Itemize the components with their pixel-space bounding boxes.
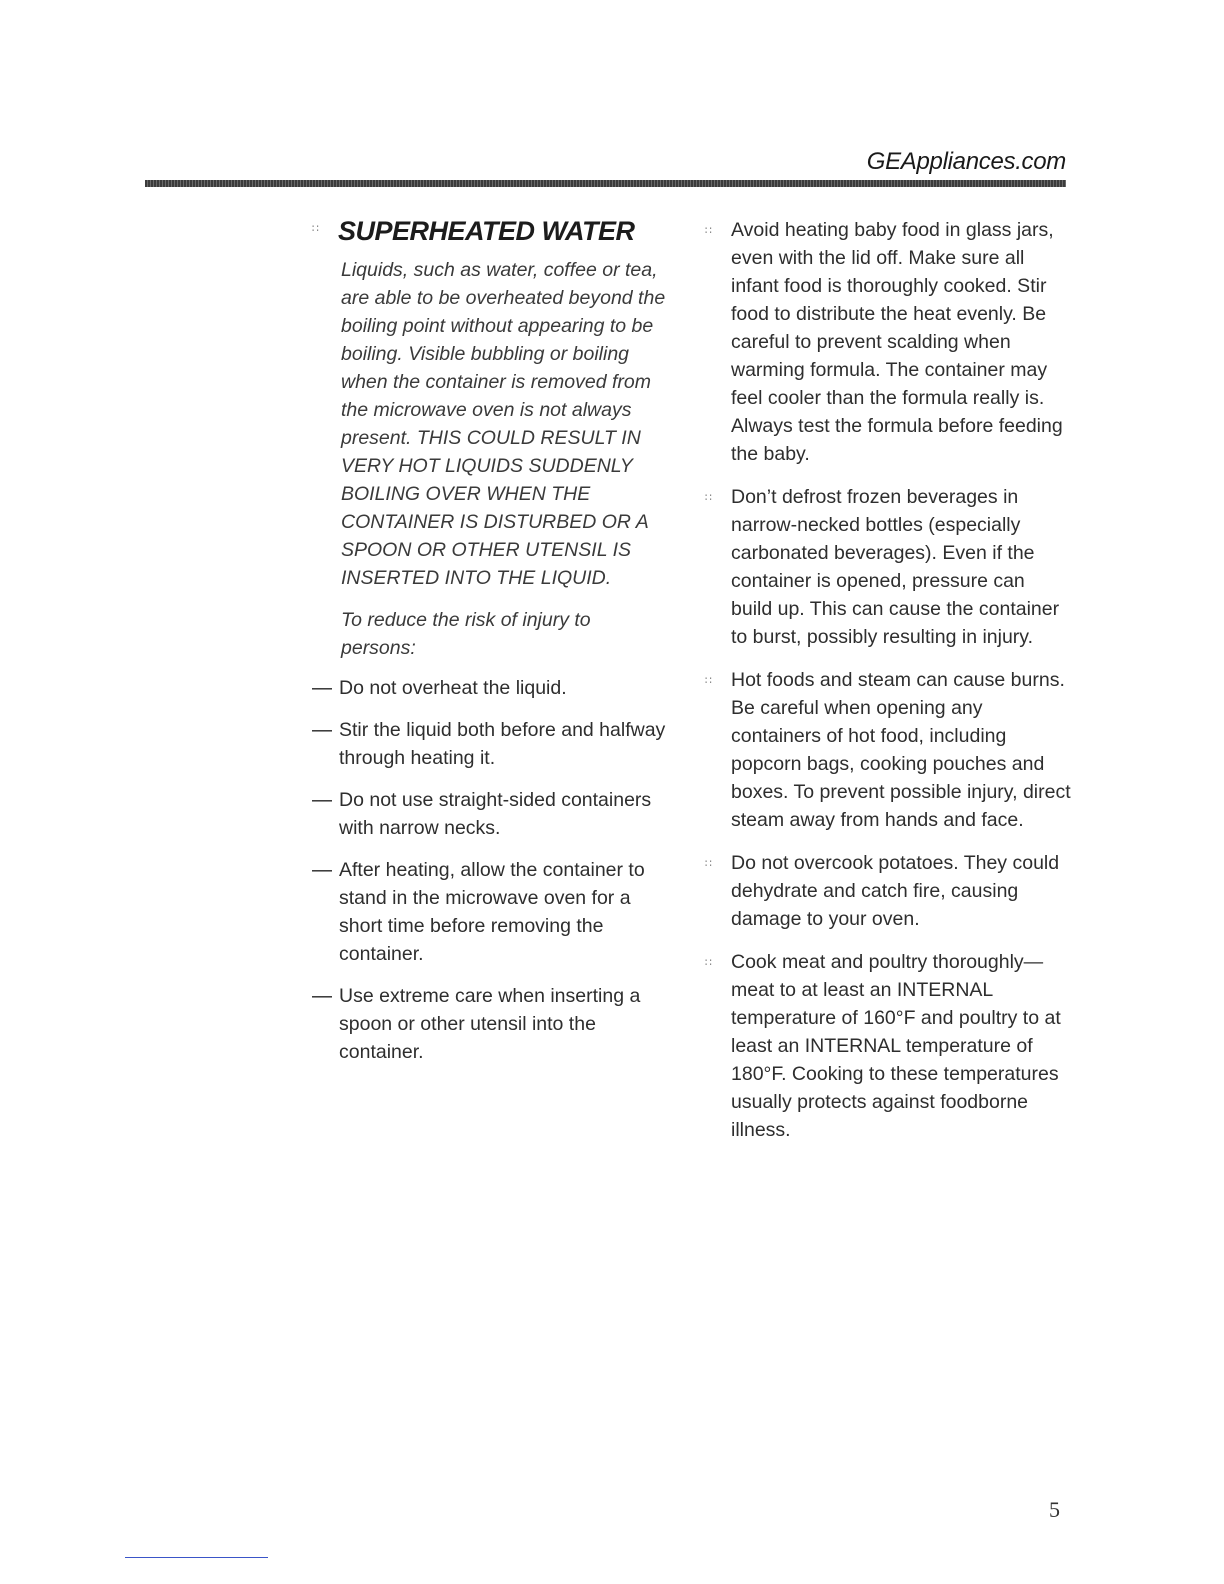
section-heading bbox=[312, 214, 682, 248]
list-item-text: Cook meat and poultry thoroughly—meat to at least an INTERNAL temperature of 160°F and poultry to at least an INTERNAL temperature of 180°F. Cooking to these temperatures usually protects against foodborne illness. bbox=[731, 951, 1061, 1141]
bullet-icon: ∷ bbox=[705, 492, 711, 504]
precaution-list bbox=[312, 674, 682, 1066]
right-column bbox=[705, 216, 1075, 1159]
list-item-text: After heating, allow the container to stand in the microwave oven for a short time before removing the container. bbox=[339, 859, 645, 965]
list-item-text: Do not overheat the liquid. bbox=[339, 677, 567, 699]
list-item bbox=[312, 674, 682, 702]
list-item bbox=[312, 856, 682, 968]
heading-title: SUPERHEATED WATER bbox=[338, 216, 635, 246]
dash-icon: — bbox=[312, 719, 332, 741]
footer-line bbox=[125, 1557, 268, 1558]
list-item bbox=[312, 716, 682, 772]
dash-icon: — bbox=[312, 677, 332, 699]
bullet-icon: ∷ bbox=[705, 858, 711, 870]
dash-icon: — bbox=[312, 789, 332, 811]
bullet-icon: ∷ bbox=[705, 675, 711, 687]
dash-icon: — bbox=[312, 985, 332, 1007]
list-item bbox=[705, 216, 1075, 468]
page-number: 5 bbox=[1049, 1497, 1060, 1522]
left-column bbox=[312, 214, 682, 1080]
header-rule bbox=[145, 180, 1066, 187]
list-item bbox=[312, 982, 682, 1066]
dash-icon: — bbox=[312, 859, 332, 881]
list-item bbox=[312, 786, 682, 842]
list-item-text: Use extreme care when inserting a spoon or other utensil into the container. bbox=[339, 985, 641, 1063]
reduce-risk-text: To reduce the risk of injury to persons: bbox=[341, 609, 591, 659]
list-item-text: Do not overcook potatoes. They could dehydrate and catch fire, causing damage to your oven. bbox=[731, 852, 1060, 930]
list-item-text: Don’t defrost frozen beverages in narrow-necked bottles (especially carbonated beverages). Even if the container is opened, pressure can build up. This can cause the container to burst, possibly resulting in injury. bbox=[731, 486, 1060, 648]
list-item-text: Hot foods and steam can cause burns. Be careful when opening any containers of hot food, including popcorn bags, cooking pouches and boxes. To prevent possible injury, direct steam away from hands and face. bbox=[731, 669, 1071, 831]
list-item-text: Do not use straight-sided containers with narrow necks. bbox=[339, 789, 652, 839]
list-item bbox=[705, 849, 1075, 933]
list-item bbox=[705, 948, 1075, 1144]
bullet-icon: ∷ bbox=[312, 223, 318, 235]
list-item-text: Avoid heating baby food in glass jars, even with the lid off. Make sure all infant food is thoroughly cooked. Stir food to distribute the heat evenly. Be careful to prevent scalding when warming formula. The container may feel cooler than the formula really is. Always test the formula before feeding the baby. bbox=[731, 219, 1063, 465]
list-item-text: Stir the liquid both before and halfway through heating it. bbox=[339, 719, 666, 769]
bullet-icon: ∷ bbox=[705, 957, 711, 969]
list-item bbox=[705, 666, 1075, 834]
site-url: GEAppliances.com bbox=[866, 148, 1066, 175]
bullet-icon: ∷ bbox=[705, 225, 711, 237]
list-item bbox=[705, 483, 1075, 651]
warning-text: Liquids, such as water, coffee or tea, are able to be overheated beyond the boiling point without appearing to be boiling. Visible bubbling or boiling when the container is removed from the microwave oven is not always present. THIS COULD RESULT IN VERY HOT LIQUIDS SUDDENLY BOILING OVER WHEN THE CONTAINER IS DISTURBED OR A SPOON OR OTHER UTENSIL IS INSERTED INTO THE LIQUID. bbox=[341, 259, 666, 589]
